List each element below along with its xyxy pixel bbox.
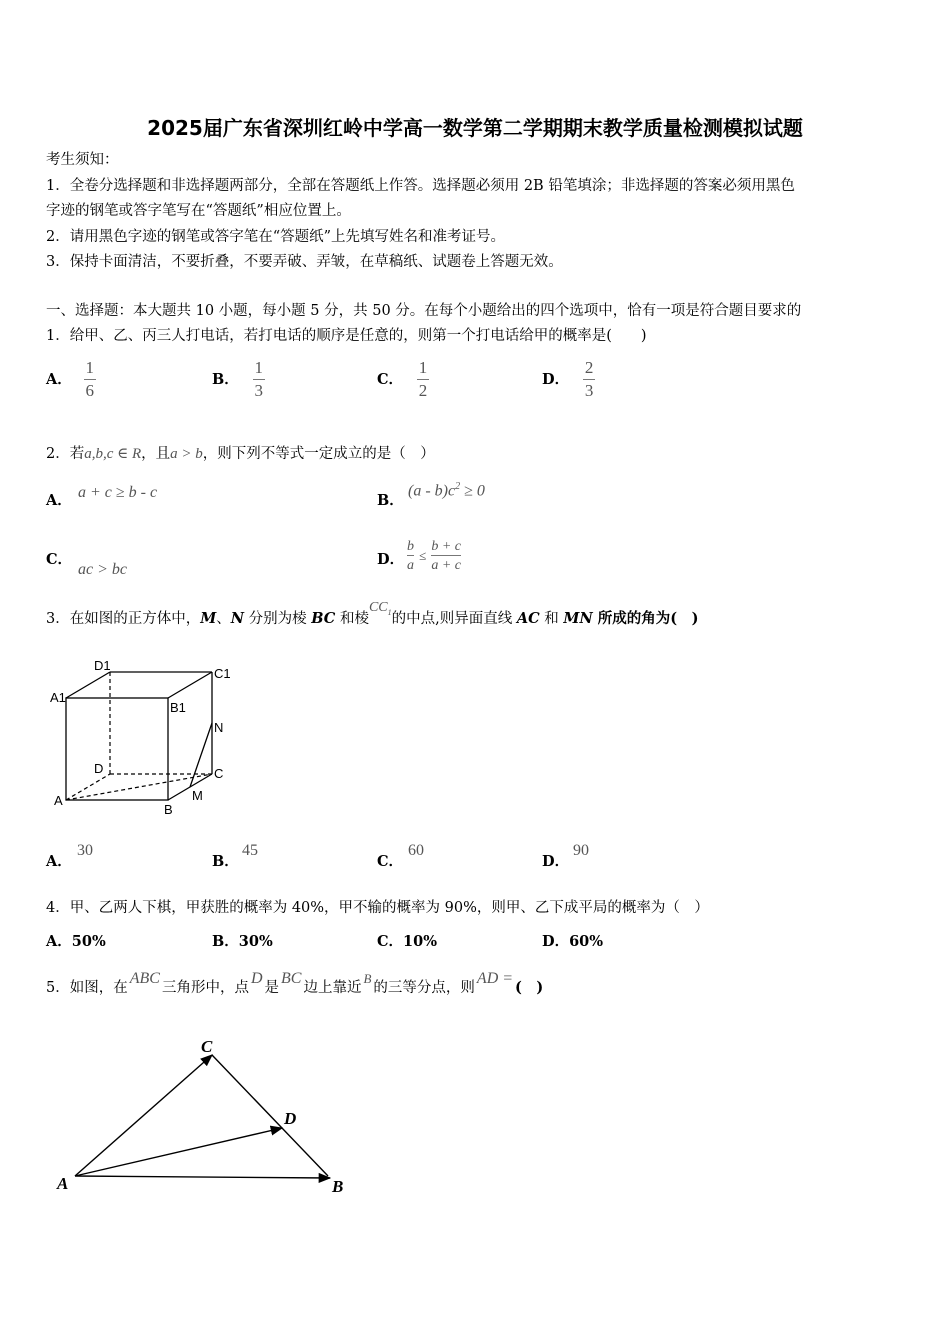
option-value: 60% [569,933,604,950]
text: 的中点,则异面直线 [391,611,517,627]
q2-option-a[interactable]: a + c ≥ b - c [78,484,158,501]
numerator: b [407,539,414,554]
q3-option-c-label: C． [377,853,404,870]
section-heading: 一、选择题：本大题共 10 小题，每小题 5 分，共 50 分。在每个小题给出的四个选项中，恰有一项是符合题目要求的 [46,303,802,319]
fraction [583,358,595,401]
numerator: 1 [254,358,264,377]
label-a: A [54,793,63,808]
q2-option-d[interactable] [407,538,461,574]
q1-option-b[interactable] [212,358,265,401]
edge-a1-d1 [66,672,110,698]
side-bc: BC [281,970,302,987]
vector-ad: AD = [476,970,514,987]
notice-line-2: 2．请用黑色字迹的钢笔或答字笔在“答题纸”上先填写姓名和准考证号。 [46,229,506,245]
label-d: D [94,761,104,776]
edge-bc: BC [311,610,336,627]
q2-option-c[interactable]: ac > bc [78,561,127,578]
option-label: D． [542,370,570,388]
numerator: 1 [85,358,95,377]
text: 三角形中，点 [161,980,249,996]
triangle-abc: ABC [129,970,160,987]
label-n: N [214,720,224,735]
fraction [417,358,429,401]
notice-line-1b: 字迹的钢笔或答字笔写在“答题纸”相应位置上。 [46,203,351,219]
option-label: C． [377,933,404,950]
label-b1: B1 [170,700,186,715]
label-m: M [192,788,203,803]
side-cb [212,1055,328,1176]
cube-front-face [66,698,168,800]
q3-tail: 所成的角为( ) [592,610,699,627]
label-d1: D1 [94,658,111,673]
text: 边上靠近 [303,980,362,996]
text: 是 [264,980,280,996]
q2-number: 2．若 [46,446,85,462]
q3-option-b-label: B． [212,853,239,870]
denominator: a + c [431,558,461,573]
denominator: 3 [584,381,594,400]
q2-option-c-label: C． [46,551,73,568]
option-label: B． [212,370,239,388]
q2-tail: ，则下列不等式一定成立的是（ ） [202,446,435,462]
text: 分别为棱 [244,611,312,627]
q2-option-a-label: A． [46,492,72,509]
point-m: M [200,610,217,627]
q2-option-d-label: D． [377,551,405,568]
q1-option-d[interactable] [542,358,595,401]
edge-cc1-base: CC [368,600,388,615]
q2-stem [46,444,435,464]
numerator: 1 [418,358,428,377]
q3-option-c[interactable]: 60 [408,842,424,859]
q2-condition-2: a > b [170,446,203,462]
label-c1: C1 [214,666,231,681]
point-d: D [250,970,263,987]
q4-option-b[interactable] [212,932,273,952]
fraction-1 [407,538,414,574]
vector-ab [75,1176,330,1178]
option-label: B． [212,933,239,950]
cube-figure [46,650,246,822]
text: 的三等分点，则 [373,980,475,996]
q4-option-a[interactable] [46,932,106,952]
vector-ac [75,1055,212,1176]
q3-option-a[interactable]: 30 [77,842,93,859]
option-label: D． [542,933,570,950]
denominator: 3 [254,381,264,400]
label-c: C [201,1037,213,1056]
label-a1: A1 [50,690,66,705]
expr-tail: ≥ 0 [460,482,485,500]
fraction [84,358,96,401]
relation: ≤ [419,548,427,563]
q1-stem: 1．给甲、乙、丙三人打电话，若打电话的顺序是任意的，则第一个打电话给甲的概率是( ) [46,328,647,344]
vector-ad-line [75,1128,282,1176]
q2-option-b[interactable] [408,481,485,500]
q4-option-d[interactable] [542,932,603,952]
q2-condition-1: a,b,c ∈ R [84,446,142,462]
option-value: 50% [71,933,106,950]
notice-heading: 考生须知： [46,152,119,168]
q2-text: ，且 [141,446,171,462]
q3-option-d[interactable]: 90 [573,842,589,859]
q1-option-c[interactable] [377,358,429,401]
label-c: C [214,766,224,781]
label-b: B [164,802,173,817]
expr: (a - b)c [408,482,456,500]
q3-option-b[interactable]: 45 [242,842,258,859]
edge-cc1 [369,600,392,615]
q1-option-a[interactable] [46,358,96,401]
denominator: a [407,558,414,573]
option-label: C． [377,370,404,388]
option-value: 10% [403,933,438,950]
q3-number: 3．在如图的正方体中， [46,611,201,627]
line-ac: AC [516,610,540,627]
q3-option-a-label: A． [46,853,72,870]
edge-cc1-sub: 1 [387,607,392,617]
denominator: 2 [418,381,428,400]
label-a: A [57,1174,69,1193]
page-title: 2025届广东省深圳红岭中学高一数学第二学期期末教学质量检测模拟试题 [147,116,803,140]
exponent: 2 [455,481,461,492]
option-label: A． [46,933,72,950]
sep: 、 [216,611,231,627]
point-b: B [363,971,372,986]
q4-option-c[interactable] [377,932,437,952]
label-b: B [332,1177,344,1196]
point-n: N [230,610,245,627]
triangle-figure [50,1030,360,1200]
q5-number: 5．如图，在 [46,980,128,996]
line-mn: MN [563,610,593,627]
text: 和 [539,611,564,627]
edge-b1-c1 [168,672,212,698]
q2-option-b-label: B． [377,492,404,509]
label-d: D [284,1109,297,1128]
q5-tail: ( ) [515,979,544,996]
fraction-2 [431,538,461,574]
numerator: b + c [431,539,461,554]
q5-stem [46,970,544,998]
numerator: 2 [584,358,594,377]
q3-option-d-label: D． [542,853,570,870]
option-label: A． [46,370,72,388]
fraction [253,358,265,401]
notice-line-3: 3．保持卡面清洁，不要折叠，不要弄破、弄皱，在草稿纸、试题卷上答题无效。 [46,254,563,270]
option-value: 30% [238,933,273,950]
q3-stem [46,600,699,635]
notice-line-1a: 1．全卷分选择题和非选择题两部分，全部在答题纸上作答。选择题必须用 2B 铅笔填涂；非选择题的答案必须用黑色 [46,178,795,194]
q4-stem: 4．甲、乙两人下棋，甲获胜的概率为 40%，甲不输的概率为 90%，则甲、乙下成平局的概率为（ ） [46,900,709,916]
text: 和棱 [335,611,369,627]
denominator: 6 [85,381,95,400]
